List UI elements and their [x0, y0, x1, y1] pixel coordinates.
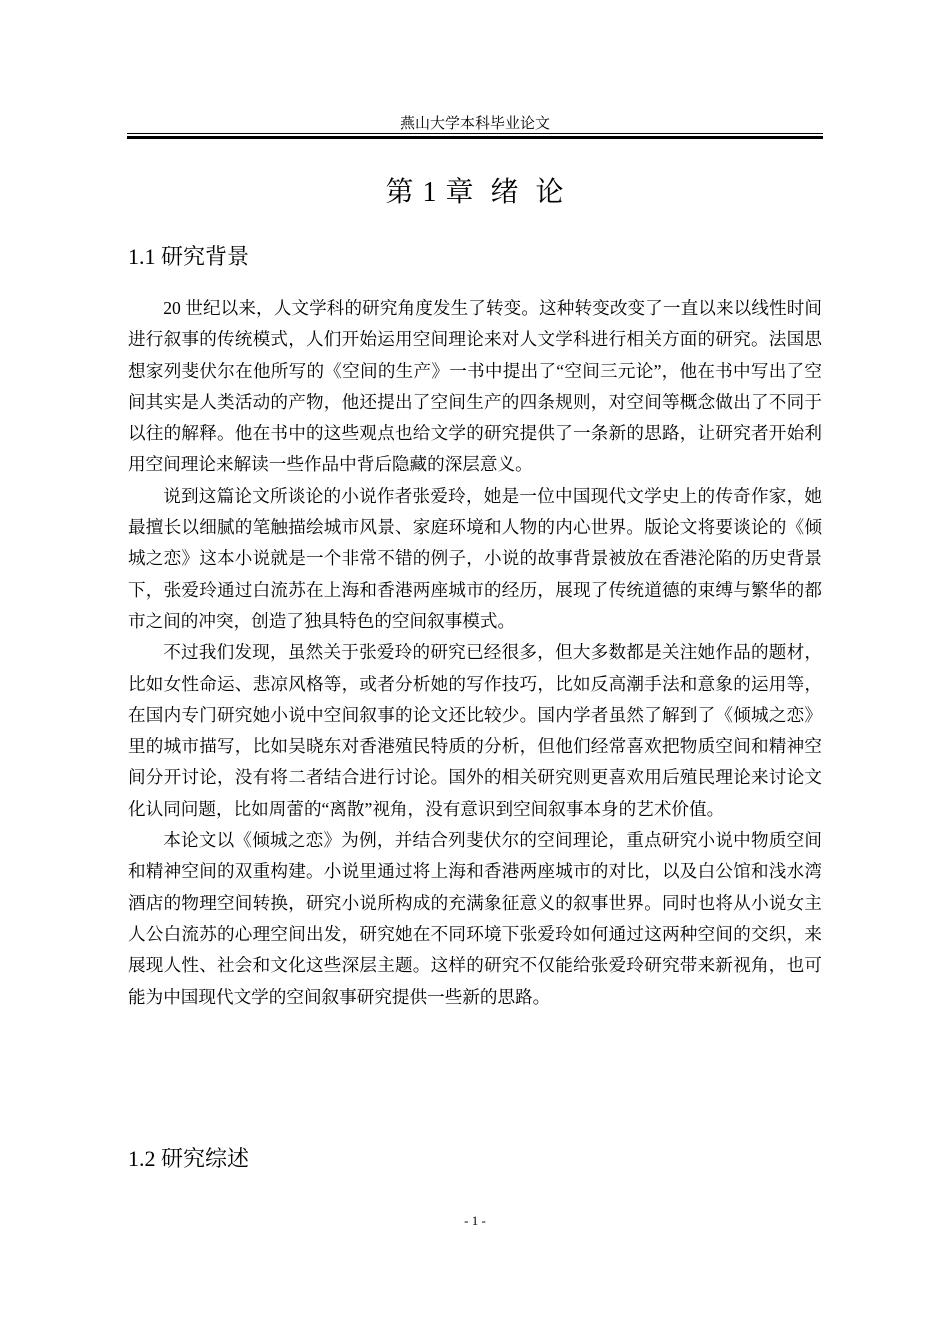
- chapter-title: 第 1 章 绪 论: [385, 177, 565, 208]
- section-heading-1-2: 1.2 研究综述: [128, 1146, 250, 1171]
- running-header: 燕山大学本科毕业论文: [399, 116, 550, 132]
- header-rule-thick: [127, 136, 823, 139]
- paragraph: 本论文以《倾城之恋》为例，并结合列斐伏尔的空间理论，重点研究小说中物质空间和精神空间的双重构建。小说里通过将上海和香港两座城市的对比，以及白公馆和浅水湾酒店的物理空间转换，研究小说所构成的充满象征意义的叙事世界。同时也将从小说女主人公白流苏的心理空间出发，研究她在不同环境下张爱玲如何通过这两种空间的交织，来展现人性、社会和文化这些深层主题。这样的研究不仅能给张爱玲研究带来新视角，也可能为中国现代文学的空间叙事研究提供一些新的思路。: [128, 830, 822, 1007]
- paragraph: 不过我们发现，虽然关于张爱玲的研究已经很多，但大多数都是关注她作品的题材，比如女性命运、悲凉风格等，或者分析她的写作技巧，比如反高潮手法和意象的运用等，在国内专门研究她小说中空间叙事的论文还比较少。国内学者虽然了解到了《倾城之恋》里的城市描写，比如吴晓东对香港殖民特质的分析，但他们经常喜欢把物质空间和精神空间分开讨论，没有将二者结合进行讨论。国外的相关研究则更喜欢用后殖民理论来讨论文化认同问题，比如周蕾的“离散”视角，没有意识到空间叙事本身的艺术价值。: [128, 642, 822, 819]
- paragraph: 20 世纪以来，人文学科的研究角度发生了转变。这种转变改变了一直以来以线性时间进行叙事的传统模式，人们开始运用空间理论来对人文学科进行相关方面的研究。法国思想家列斐伏尔在他所写的《空间的生产》一书中提出了“空间三元论”，他在书中写出了空间其实是人类活动的产物，他还提出了空间生产的四条规则，对空间等概念做出了不同于以往的解释。他在书中的这些观点也给文学的研究提供了一条新的思路，让研究者开始利用空间理论来解读一些作品中背后隐藏的深层意义。: [128, 298, 822, 475]
- section-1-1-body: [128, 293, 822, 1013]
- header-rule-thin: [127, 133, 823, 134]
- paragraph: 说到这篇论文所谈论的小说作者张爱玲，她是一位中国现代文学史上的传奇作家，她最擅长以细腻的笔触描绘城市风景、家庭环境和人物的内心世界。版论文将要谈论的《倾城之恋》这本小说就是一个非常不错的例子，小说的故事背景被放在香港沦陷的历史背景下，张爱玲通过白流苏在上海和香港两座城市的经历，展现了传统道德的束缚与繁华的都市之间的冲突，创造了独具特色的空间叙事模式。: [128, 485, 822, 631]
- section-heading-1-1: 1.1 研究背景: [128, 244, 250, 269]
- page-number: - 1 -: [464, 1213, 486, 1228]
